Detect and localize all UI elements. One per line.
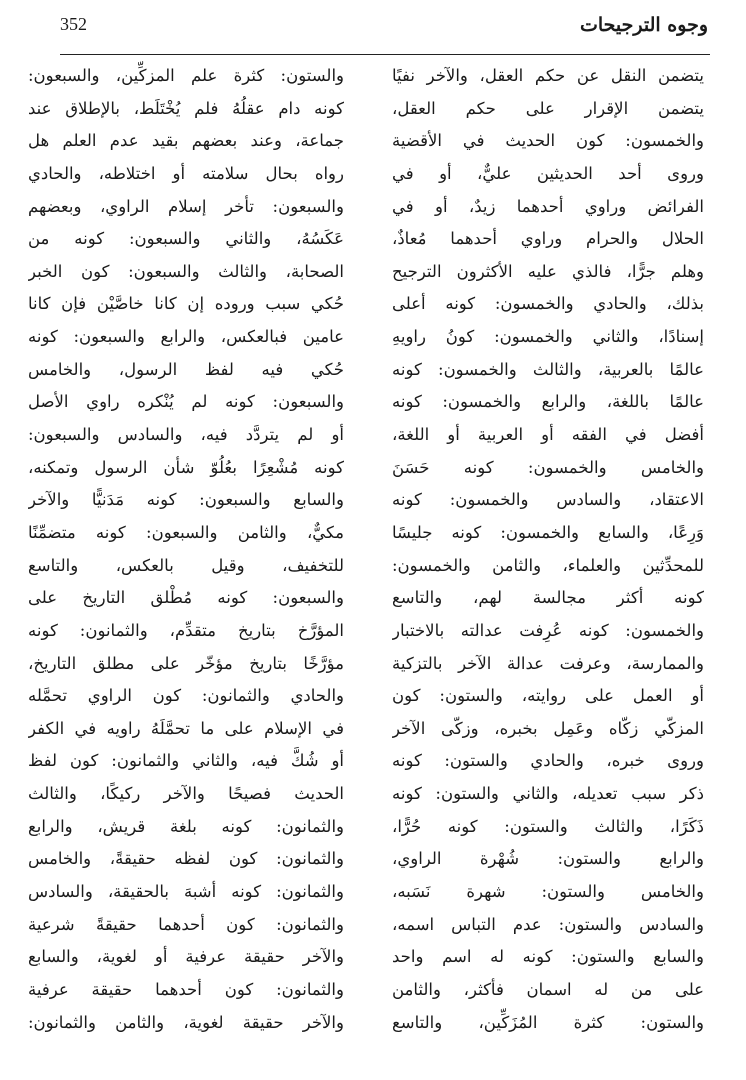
- right-text-column: [392, 60, 704, 1039]
- text-line: في الإسلام على ما تحمَّلَهُ راويه في الكفر: [28, 718, 344, 738]
- text-line: والسادس والستون: عدم التباس اسمه،: [392, 914, 704, 934]
- page-number: 352: [60, 14, 87, 34]
- text-line: الصحابة، والثالث والسبعون: كون الخبر: [28, 261, 344, 281]
- text-line: والثمانون: كون أحدهما حقيقةً شرعية: [28, 914, 344, 934]
- text-line: حُكي سبب وروده إن كانا خاصَّيْن فإن كانا: [28, 294, 344, 314]
- text-line: والسبعون: تأخر إسلام الراوي، وبعضهم: [28, 196, 344, 216]
- text-line: والثمانون: كون أحدهما حقيقة عرفية: [28, 979, 344, 999]
- text-line: والستون: كثرة المُزَكِّين، والتاسع: [392, 1012, 704, 1032]
- text-line: إسنادًا، والثاني والخمسون: كونُ راويهِ: [392, 327, 704, 347]
- text-line: والحادي والثمانون: كون الراوي تحمَّله: [28, 686, 344, 706]
- text-line: مكيٌّ، والثامن والسبعون: كونه متضمِّنًا: [28, 522, 344, 542]
- text-line: والآخر حقيقة لغوية، والثامن والثمانون:: [28, 1012, 344, 1032]
- text-line: أو لم يتردَّد فيه، والسادس والسبعون:: [28, 425, 344, 445]
- text-line: مؤرَّخًا بتاريخ مؤخّر على مطلق التاريخ،: [28, 653, 344, 673]
- text-line: والسابع والستون: كونه له اسم واحد: [392, 947, 704, 967]
- text-line: بذلك، والحادي والخمسون: كونه أعلى: [392, 294, 704, 314]
- text-line: المزكّي زكّاه وعَمِل بخبره، وزكّى الآخر: [392, 718, 704, 738]
- text-line: والسابع والسبعون: كونه مَدَنيًّا والآخر: [28, 490, 344, 510]
- text-line: كونه دام عقلُهُ فلم يُخْتَلَط، بالإطلاق عند: [28, 98, 344, 118]
- text-line: رواه بحال سلامته أو اختلاطه، والحادي: [28, 163, 344, 183]
- text-line: عالمًا بالعربية، والثالث والخمسون: كونه: [392, 359, 704, 379]
- text-line: أفضل في الفقه أو العربية أو اللغة،: [392, 425, 704, 445]
- text-line: حُكي فيه لفظ الرسول، والخامس: [28, 359, 344, 379]
- text-line: والسبعون: كونه لم يُنْكره راوي الأصل: [28, 392, 344, 412]
- text-line: والخمسون: كونه عُرِفت عدالته بالاختبار: [392, 620, 704, 640]
- text-line: الحديث فصيحًا والآخر ركيكًا، والثالث: [28, 784, 344, 804]
- text-line: على من له اسمان فأكثر، والثامن: [392, 979, 704, 999]
- text-line: كونه مُشْعِرًا بعُلُوّ شأن الرسول وتمكنه،: [28, 457, 344, 477]
- text-line: والخامس والخمسون: كونه حَسَنَ: [392, 457, 704, 477]
- text-line: والخمسون: كون الحديث في الأقضية: [392, 131, 704, 151]
- text-line: والثمانون: كونه أشبهَ بالحقيقة، والسادس: [28, 882, 344, 902]
- text-line: الحلال والحرام وراوي أحدهما مُعاذٌ،: [392, 229, 704, 249]
- text-line: والستون: كثرة علم المزكِّين، والسبعون:: [28, 66, 344, 85]
- text-line: والآخر حقيقة عرفية أو لغوية، والسابع: [28, 947, 344, 967]
- text-line: وَرِعًا، والسابع والخمسون: كونه جليسًا: [392, 522, 704, 542]
- text-line: والثمانون: كون لفظه حقيقةً، والخامس: [28, 849, 344, 869]
- page-header: [60, 10, 708, 50]
- text-line: للمحدِّثين والعلماء، والثامن والخمسون:: [392, 555, 704, 575]
- header-rule: [60, 54, 710, 55]
- text-line: كونه أكثر مجالسة لهم، والتاسع: [392, 588, 704, 608]
- text-line: للتخفيف، وقيل بالعكس، والتاسع: [28, 555, 344, 575]
- text-line: أو العمل على روايته، والستون: كون: [392, 686, 704, 706]
- text-line: وروى خبره، والحادي والستون: كونه: [392, 751, 704, 771]
- text-line: عالمًا باللغة، والرابع والخمسون: كونه: [392, 392, 704, 412]
- text-line: والرابع والستون: شُهْرة الراوي،: [392, 849, 704, 869]
- text-line: جماعة، وعند بعضهم بقيد عدم العلم هل: [28, 131, 344, 151]
- text-line: والممارسة، وعرفت عدالة الآخر بالتزكية: [392, 653, 704, 673]
- text-line: الفرائض وراوي أحدهما زيدٌ، أو في: [392, 196, 704, 216]
- running-head: وجوه الترجيحات: [579, 14, 708, 36]
- text-line: ذَكَرًا، والثالث والستون: كونه حُرًّا،: [392, 816, 704, 836]
- text-line: يتضمن النقل عن حكم العقل، والآخر نفيًا: [392, 66, 704, 85]
- text-line: يتضمن الإقرار على حكم العقل،: [392, 98, 704, 118]
- text-line: والخامس والستون: شهرة نَسَبه،: [392, 882, 704, 902]
- text-line: ذكر سبب تعديله، والثاني والستون: كونه: [392, 784, 704, 804]
- text-line: المؤرَّخ بتاريخ متقدِّم، والثمانون: كونه: [28, 620, 344, 640]
- text-line: أو شُكَّ فيه، والثاني والثمانون: كون لفظ: [28, 751, 344, 771]
- text-line: عَكَسُهُ، والثاني والسبعون: كونه من: [28, 229, 344, 249]
- text-line: عامين فبالعكس، والرابع والسبعون: كونه: [28, 327, 344, 347]
- text-line: والثمانون: كونه بلغة قريش، والرابع: [28, 816, 344, 836]
- text-line: الاعتقاد، والسادس والخمسون: كونه: [392, 490, 704, 510]
- text-line: وهلم جرًّا، فالذي عليه الأكثرون الترجيح: [392, 261, 704, 281]
- text-line: والسبعون: كونه مُطْلق التاريخ على: [28, 588, 344, 608]
- text-line: وروى أحد الحديثين عليٌّ، أو في: [392, 163, 704, 183]
- left-text-column: [28, 60, 344, 1039]
